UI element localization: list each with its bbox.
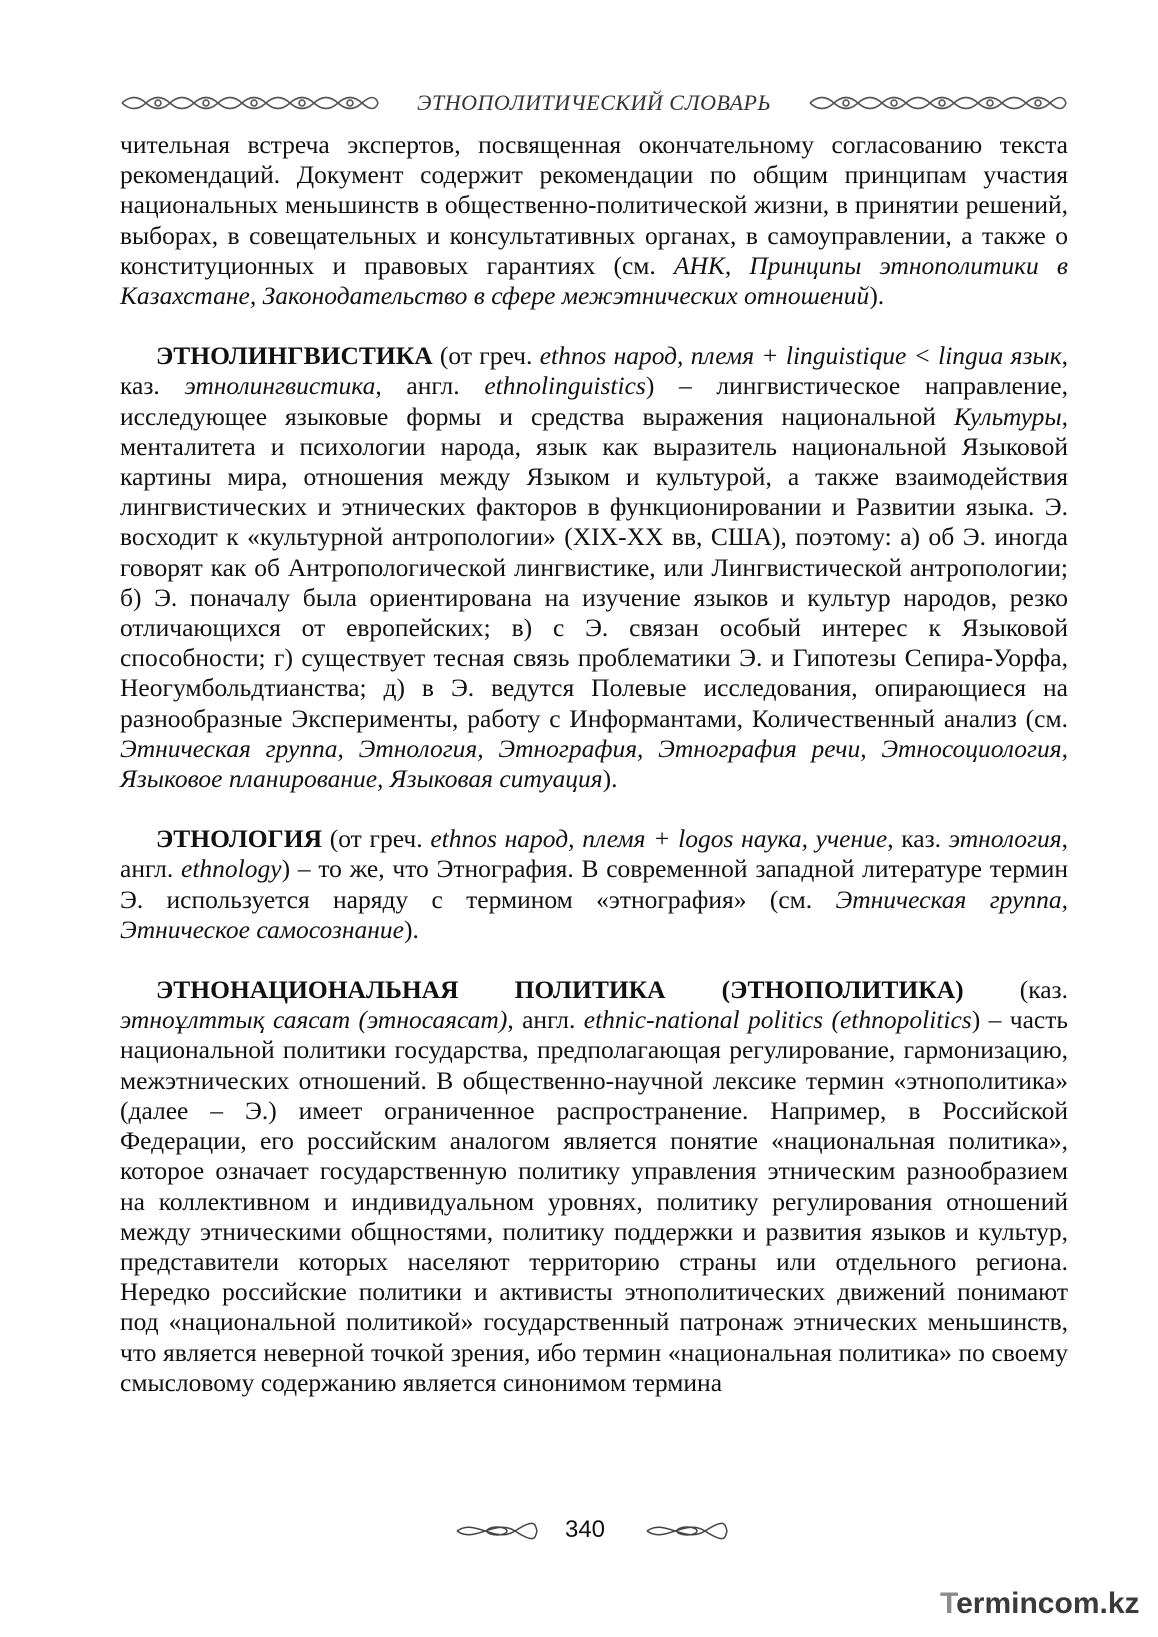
- italic-text: Этническая группа, Этнология, Этнография, Этнография речи, Этносоциология, Языковое планирование, Языковая ситуация: [120, 733, 1068, 794]
- body-text: (от греч.: [322, 824, 431, 854]
- italic-text: ethnology: [181, 854, 282, 884]
- italic-text: этнология: [948, 824, 1062, 854]
- italic-text: этноұлттық саясат (этносаясат): [120, 1005, 508, 1035]
- page-number: 340: [564, 1516, 606, 1543]
- watermark-text: ermincom.kz: [956, 1587, 1140, 1620]
- body-text: , каз.: [887, 824, 949, 854]
- body-text: чительная встреча экспертов, посвященная окончательному согласованию текста рекомендаций. Документ содержит рекомендации по общим принципам участия национальных меньшинств в общественно-политической жизни, в принятии решений, выборах, в совещательных и консультативных органах, в самоуправлении, а также о конституционных и правовых гарантиях (см.: [120, 130, 1068, 280]
- continued-paragraph: [120, 130, 1068, 311]
- italic-text: Этническая группа, Этническое самосознание: [120, 884, 1069, 944]
- running-title: ЭТНОПОЛИТИЧЕСКИЙ СЛОВАРЬ: [417, 90, 771, 115]
- flourish-ornament-icon: [645, 1520, 729, 1542]
- entry-headword: ЭТНОЛОГИЯ: [156, 824, 323, 854]
- entry-ethnonational-policy: [120, 975, 1068, 1398]
- body-text: ) – часть национальной политики государства, предполагающая регулирование, гармонизацию, межэтнических отношений. В общественно-научной лексике термин «этнополитика» (далее – Э.) имеет ограниченное распространение. Например, в Российской Федерации, его российским аналогом является понятие «национальная политика», которое означает государственную политику управления этническим разнообразием на коллективном и индивидуальном уровнях, политику регулирования отношений между этническими общностями, политику поддержки и развития языков и культур, представители которых населяют территорию страны или отдельного региона. Нередко российские политики и активисты этнополитических движений понимают под «национальной политикой» государственный патронаж этнических меньшинств, что является неверной точкой зрения, ибо термин «национальная политика» по своему смысловому содержанию является синонимом термина: [120, 1005, 1069, 1397]
- site-watermark: [940, 1584, 1150, 1624]
- italic-text: Культуры,: [953, 401, 1068, 431]
- flourish-ornament-icon: [455, 1520, 539, 1542]
- body-text: , англ.: [120, 824, 1068, 884]
- italic-text: ethnos народ, племя + logos наука, учение: [430, 824, 888, 854]
- running-header: [120, 88, 1068, 118]
- page-footer: [0, 1512, 1158, 1548]
- entry-headword: ЭТНОНАЦИОНАЛЬНАЯ ПОЛИТИКА (ЭТНОПОЛИТИКА): [156, 975, 964, 1005]
- knot-ornament-icon: [808, 92, 1068, 114]
- entry-ethnolinguistics: [120, 341, 1068, 794]
- italic-text: этнолингвистика: [184, 371, 376, 401]
- body-text: ) – то же, что Этнография. В современной западной литературе термин Э. используется наряду с термином «этнография» (см.: [120, 854, 1068, 914]
- knot-ornament-icon: [120, 92, 380, 114]
- watermark-first-letter: T: [940, 1587, 957, 1620]
- body-text: ).: [602, 764, 618, 794]
- body-text: , англ.: [375, 371, 485, 401]
- italic-text: ethnic-national politics (ethnopolitics: [583, 1005, 972, 1035]
- body-text: (каз.: [963, 975, 1068, 1005]
- body-text: менталитета и психологии народа, язык как выразитель национальной Языковой картины мира, отношения между Языком и культурой, а также взаимодействия лингвистических и этнических факторов в функционировании и Развитии языка. Э. восходит к «культурной антропологии» (XIX-XX вв, США), поэтому: а) об Э. иногда говорят как об Антропологической лингвистике, или Лингвистической антропологии; б) Э. поначалу была ориентирована на изучение языков и культур народов, резко отличающихся от европейских; в) с Э. связан особый интерес к Языковой способности; г) существует тесная связь проблематики Э. и Гипотезы Сепира-Уорфа, Неогумбольдтианства; д) в Э. ведутся Полевые исследования, опирающиеся на разнообразные Эксперименты, работу с Информантами, Количественный анализ (см.: [120, 431, 1068, 733]
- body-text: ) – лингвистическое направление, исследующее языковые формы и средства выражения национальной: [120, 371, 1068, 431]
- dictionary-content: [120, 130, 1068, 1398]
- body-text: (от греч.: [432, 341, 540, 371]
- body-text: , англ.: [507, 1005, 584, 1035]
- body-text: , каз.: [120, 341, 1068, 401]
- italic-text: АНК, Принципы этнополитики в Казахстане, Законодательство в сфере межэтнических отношений: [120, 250, 1068, 311]
- entry-headword: ЭТНОЛИНГВИСТИКА: [156, 341, 433, 371]
- italic-text: ethnos народ, племя + linguistique < lingua язык: [539, 341, 1062, 371]
- body-text: ).: [869, 281, 885, 311]
- entry-ethnology: [120, 824, 1068, 945]
- italic-text: ethnolinguistics: [484, 371, 646, 401]
- body-text: ).: [403, 914, 419, 944]
